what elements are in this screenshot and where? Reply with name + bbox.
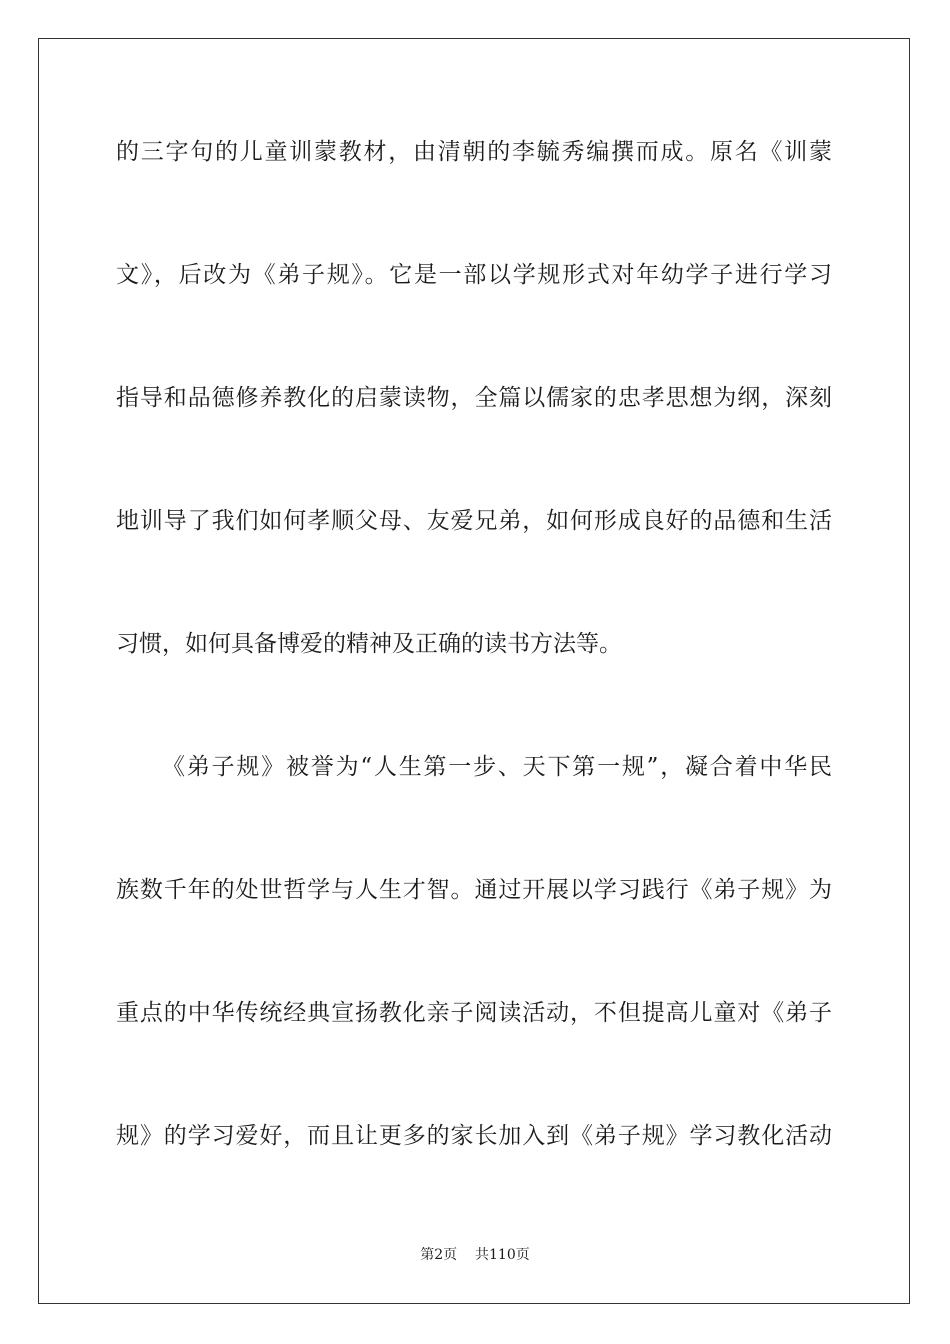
text-line: 规》的学习爱好，而且让更多的家长加入到《弟子规》学习教化活动 xyxy=(116,1123,832,1149)
text-line: 的三字句的儿童训蒙教材，由清朝的李毓秀编撰而成。原名《训蒙 xyxy=(116,139,832,165)
text-line-indented: 《弟子规》被誉为“人生第一步、天下第一规”，凝合着中华民 xyxy=(162,754,832,780)
total-pages: 共110页 xyxy=(475,1247,530,1263)
page-frame xyxy=(38,38,910,1304)
text-line: 指导和品德修养教化的启蒙读物，全篇以儒家的忠孝思想为纲，深刻 xyxy=(116,385,832,411)
text-line: 地训导了我们如何孝顺父母、友爱兄弟，如何形成良好的品德和生活 xyxy=(116,508,832,534)
page-number: 第2页 xyxy=(420,1247,458,1263)
page-footer xyxy=(0,1245,950,1265)
text-line: 族数千年的处世哲学与人生才智。通过开展以学习践行《弟子规》为 xyxy=(116,877,832,903)
text-line: 习惯，如何具备博爱的精神及正确的读书方法等。 xyxy=(116,631,622,657)
text-line: 文》，后改为《弟子规》。它是一部以学规形式对年幼学子进行学习 xyxy=(116,262,832,288)
text-line: 重点的中华传统经典宣扬教化亲子阅读活动，不但提高儿童对《弟子 xyxy=(116,1000,832,1026)
